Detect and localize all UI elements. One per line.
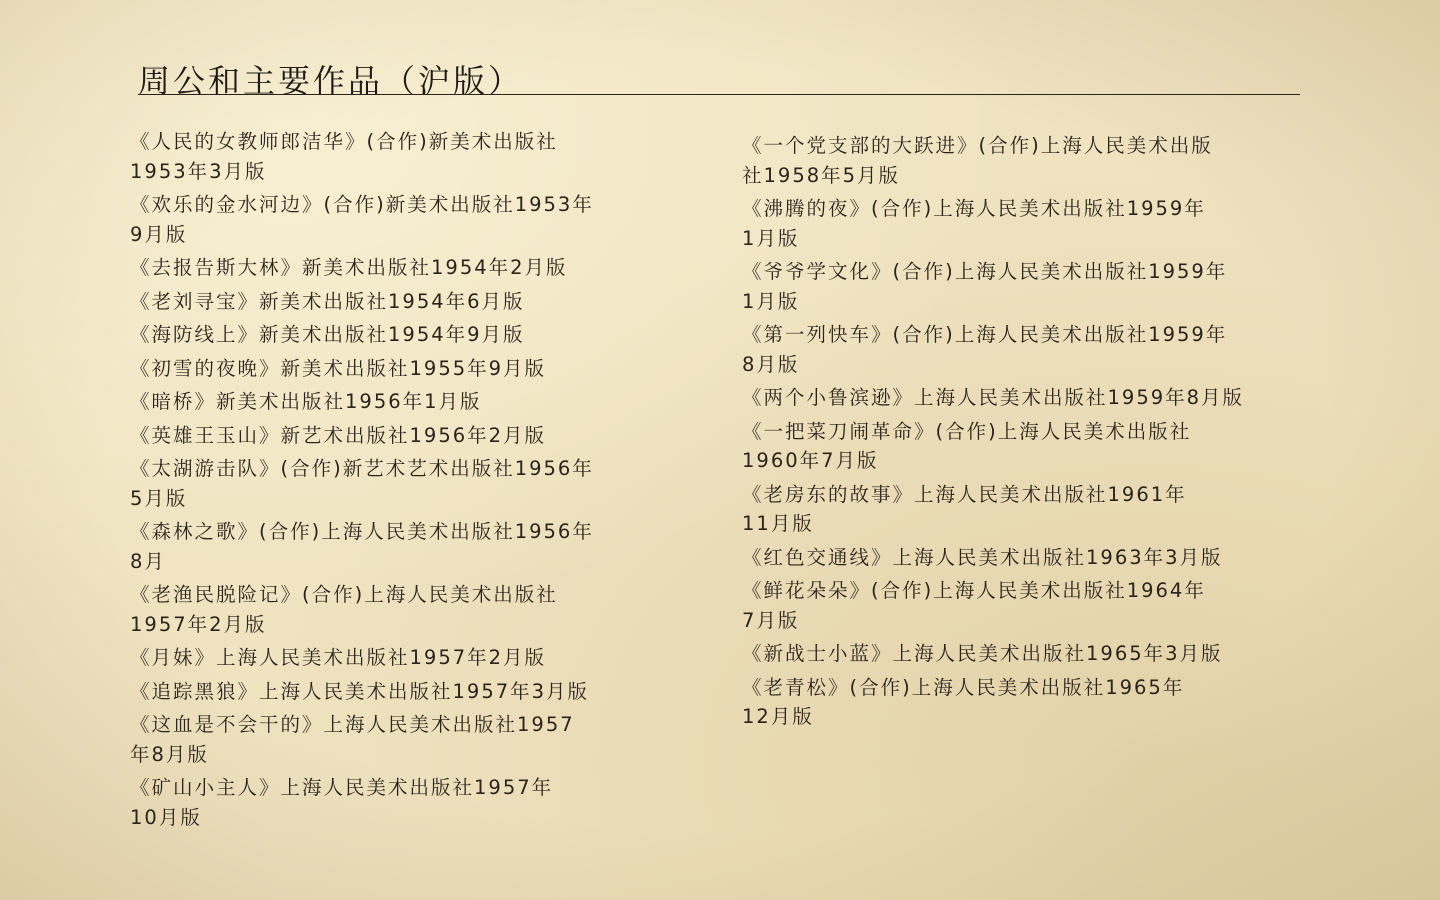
work-entry <box>130 454 650 513</box>
work-entry-line: 10月版 <box>130 805 202 829</box>
work-entry-line: 《新战士小蓝》上海人民美术出版社1965年3月版 <box>742 642 1223 665</box>
work-entry-line: 《红色交通线》上海人民美术出版社1963年3月版 <box>742 545 1223 569</box>
work-entry <box>130 773 650 832</box>
work-entry-line: 12月版 <box>742 705 814 728</box>
work-entry <box>742 194 1298 253</box>
works-list-left <box>130 127 650 836</box>
work-entry-line: 5月版 <box>130 486 188 510</box>
work-entry-line: 《老渔民脱险记》(合作)上海人民美术出版社 <box>130 583 558 606</box>
title-underline <box>138 94 1300 95</box>
work-entry-line: 1月版 <box>742 289 800 313</box>
work-entry-line: 《第一列快车》(合作)上海人民美术出版社1959年 <box>742 323 1228 346</box>
work-entry-line: 《老青松》(合作)上海人民美术出版社1965年 <box>742 675 1185 699</box>
work-entry-line: 1月版 <box>742 226 800 250</box>
work-entry-line: 《海防线上》新美术出版社1954年9月版 <box>130 323 525 346</box>
work-entry <box>742 417 1298 476</box>
work-entry <box>130 643 650 673</box>
work-entry-line: 1953年3月版 <box>130 159 267 183</box>
work-entry-line: 《矿山小主人》上海人民美术出版社1957年 <box>130 776 554 799</box>
work-entry-line: 《月妹》上海人民美术出版社1957年2月版 <box>130 646 547 669</box>
work-entry <box>742 576 1298 635</box>
work-entry <box>130 710 650 769</box>
work-entry <box>130 387 650 417</box>
work-entry-line: 7月版 <box>742 608 800 632</box>
work-entry <box>742 320 1298 379</box>
work-entry-line: 《初雪的夜晚》新美术出版社1955年9月版 <box>130 356 547 380</box>
work-entry-line: 《一把菜刀闹革命》(合作)上海人民美术出版社 <box>742 419 1192 443</box>
work-entry <box>742 673 1298 732</box>
work-entry-line: 《追踪黑狼》上海人民美术出版社1957年3月版 <box>130 679 590 703</box>
work-entry-line: 社1958年5月版 <box>742 163 901 187</box>
work-entry-line: 8月 <box>130 549 166 573</box>
work-entry-line: 《鲜花朵朵》(合作)上海人民美术出版社1964年 <box>742 579 1206 602</box>
work-entry-line: 《老刘寻宝》新美术出版社1954年6月版 <box>130 289 525 313</box>
work-entry-line: 《太湖游击队》(合作)新艺术艺术出版社1956年 <box>130 457 594 480</box>
work-entry-line: 《沸腾的夜》(合作)上海人民美术出版社1959年 <box>742 197 1206 220</box>
work-entry <box>130 677 650 707</box>
work-entry <box>130 320 650 350</box>
work-entry-line: 1960年7月版 <box>742 449 879 472</box>
work-entry <box>742 257 1298 316</box>
work-entry-line: 《两个小鲁滨逊》上海人民美术出版社1959年8月版 <box>742 386 1245 409</box>
work-entry-line: 《老房东的故事》上海人民美术出版社1961年 <box>742 482 1187 506</box>
work-entry-line: 8月版 <box>742 352 800 376</box>
work-entry <box>742 543 1298 573</box>
work-entry <box>130 580 650 639</box>
work-entry <box>742 480 1298 539</box>
work-entry <box>130 253 650 283</box>
work-entry-line: 《欢乐的金水河边》(合作)新美术出版社1953年 <box>130 193 594 216</box>
work-entry-line: 《去报告斯大林》新美术出版社1954年2月版 <box>130 256 568 279</box>
works-list-right <box>742 131 1298 736</box>
work-entry <box>742 639 1298 669</box>
work-entry-line: 《森林之歌》(合作)上海人民美术出版社1956年 <box>130 520 594 543</box>
work-entry-line: 1957年2月版 <box>130 612 267 636</box>
work-entry-line: 《爷爷学文化》(合作)上海人民美术出版社1959年 <box>742 260 1228 283</box>
work-entry <box>130 287 650 317</box>
work-entry-line: 《人民的女教师郎洁华》(合作)新美术出版社 <box>130 130 558 153</box>
work-entry <box>742 131 1298 190</box>
work-entry-line: 《这血是不会干的》上海人民美术出版社1957 <box>130 713 575 736</box>
work-entry-line: 11月版 <box>742 512 814 535</box>
work-entry-line: 《英雄王玉山》新艺术出版社1956年2月版 <box>130 423 547 447</box>
work-entry-line: 《一个党支部的大跃进》(合作)上海人民美术出版 <box>742 134 1213 157</box>
work-entry <box>130 127 650 186</box>
work-entry <box>130 354 650 384</box>
work-entry <box>130 421 650 451</box>
work-entry-line: 9月版 <box>130 222 188 246</box>
work-entry <box>130 517 650 576</box>
work-entry-line: 《暗桥》新美术出版社1956年1月版 <box>130 390 482 413</box>
work-entry <box>742 383 1298 413</box>
page-title: 周公和主要作品（沪版） <box>138 62 524 100</box>
work-entry-line: 年8月版 <box>130 742 209 766</box>
work-entry <box>130 190 650 249</box>
